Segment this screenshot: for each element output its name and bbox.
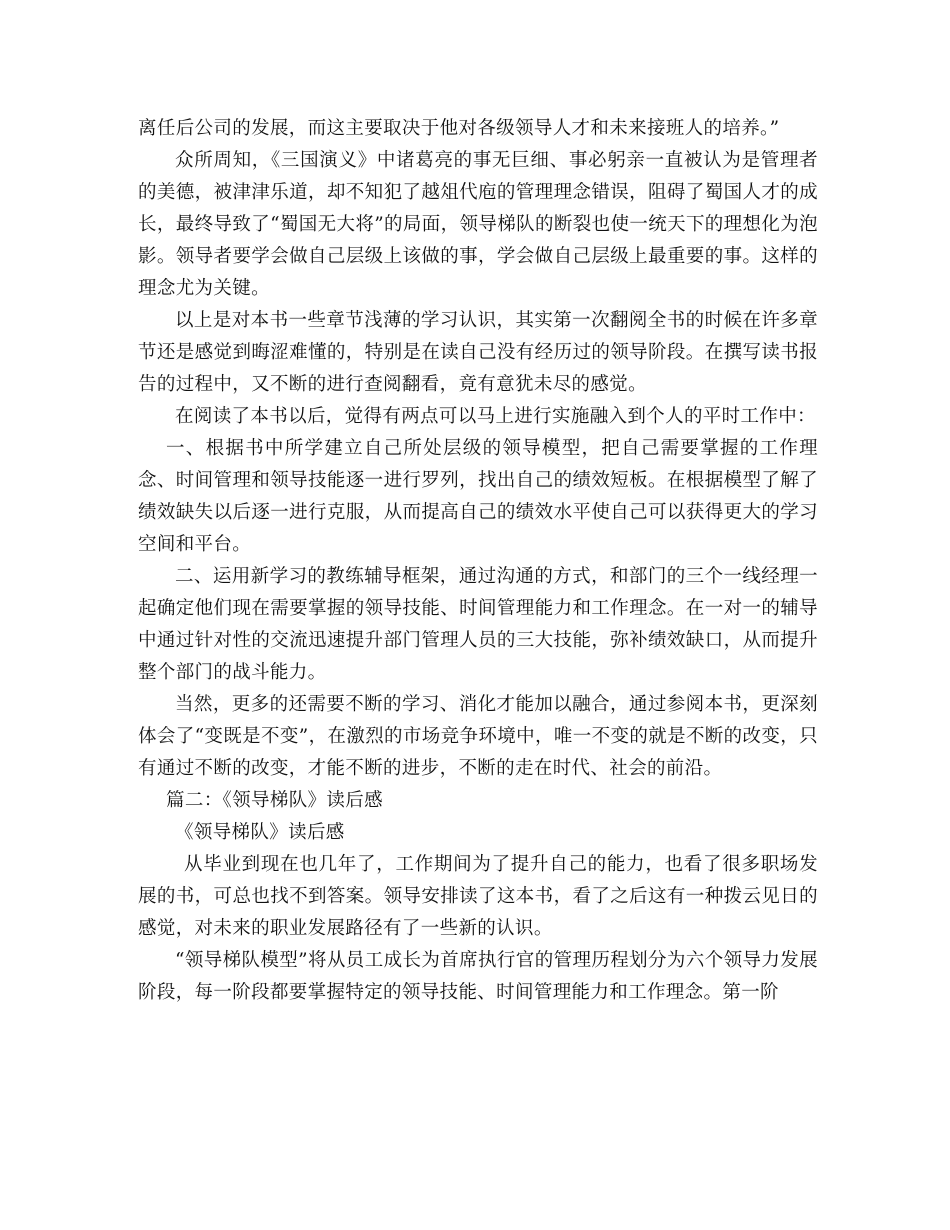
paragraph: 一、根据书中所学建立自己所处层级的领导模型，把自己需要掌握的工作理念、时间管理和领导技能逐一进行罗列，找出自己的绩效短板。在根据模型了解了绩效缺失以后逐一进行克服，从而提高自己的绩效水平使自己可以获得更大的学习空间和平台。 — [138, 438, 818, 555]
paragraph: “领导梯队模型”将从员工成长为首席执行官的管理历程划分为六个领导力发展阶段，每一阶段都要掌握特定的领导技能、时间管理能力和工作理念。第一阶 — [138, 950, 818, 1003]
paragraph: 当然，更多的还需要不断的学习、消化才能加以融合，通过参阅本书，更深刻体会了“变既是不变”，在激烈的市场竞争环境中，唯一不变的就是不断的改变，只有通过不断的改变，才能不断的进步，不断的走在时代、社会的前沿。 — [138, 694, 818, 779]
article-title: 《领导梯队》读后感 — [175, 822, 345, 843]
section-heading: 篇二：《领导梯队》读后感 — [166, 790, 383, 811]
paragraph: 众所周知，《三国演义》中诸葛亮的事无巨细、事必躬亲一直被认为是管理者的美德，被津津乐道，却不知犯了越俎代庖的管理理念错误，阻碍了蜀国人才的成长，最终导致了“蜀国无大将”的局面，领导梯队的断裂也使一统天下的理想化为泡影。领导者要学会做自己层级上该做的事，学会做自己层级上最重要的事。这样的理念尤为关键。 — [138, 150, 818, 299]
document-body — [138, 113, 818, 1009]
paragraph: 在阅读了本书以后，觉得有两点可以马上进行实施融入到个人的平时工作中： — [175, 406, 816, 427]
paragraph: 从毕业到现在也几年了，工作期间为了提升自己的能力，也看了很多职场发展的书，可总也找不到答案。领导安排读了这本书，看了之后这有一种拨云见日的感觉，对未来的职业发展路径有了一些新的认识。 — [138, 854, 818, 939]
paragraph: 离任后公司的发展，而这主要取决于他对各级领导人才和未来接班人的培养。” — [138, 118, 780, 139]
paragraph: 二、运用新学习的教练辅导框架，通过沟通的方式，和部门的三个一线经理一起确定他们现在需要掌握的领导技能、时间管理能力和工作理念。在一对一的辅导中通过针对性的交流迅速提升部门管理人员的三大技能，弥补绩效缺口，从而提升整个部门的战斗能力。 — [138, 566, 818, 683]
paragraph: 以上是对本书一些章节浅薄的学习认识，其实第一次翻阅全书的时候在许多章节还是感觉到晦涩难懂的，特别是在读自己没有经历过的领导阶段。在撰写读书报告的过程中，又不断的进行查阅翻看，竟有意犹未尽的感觉。 — [138, 310, 818, 395]
